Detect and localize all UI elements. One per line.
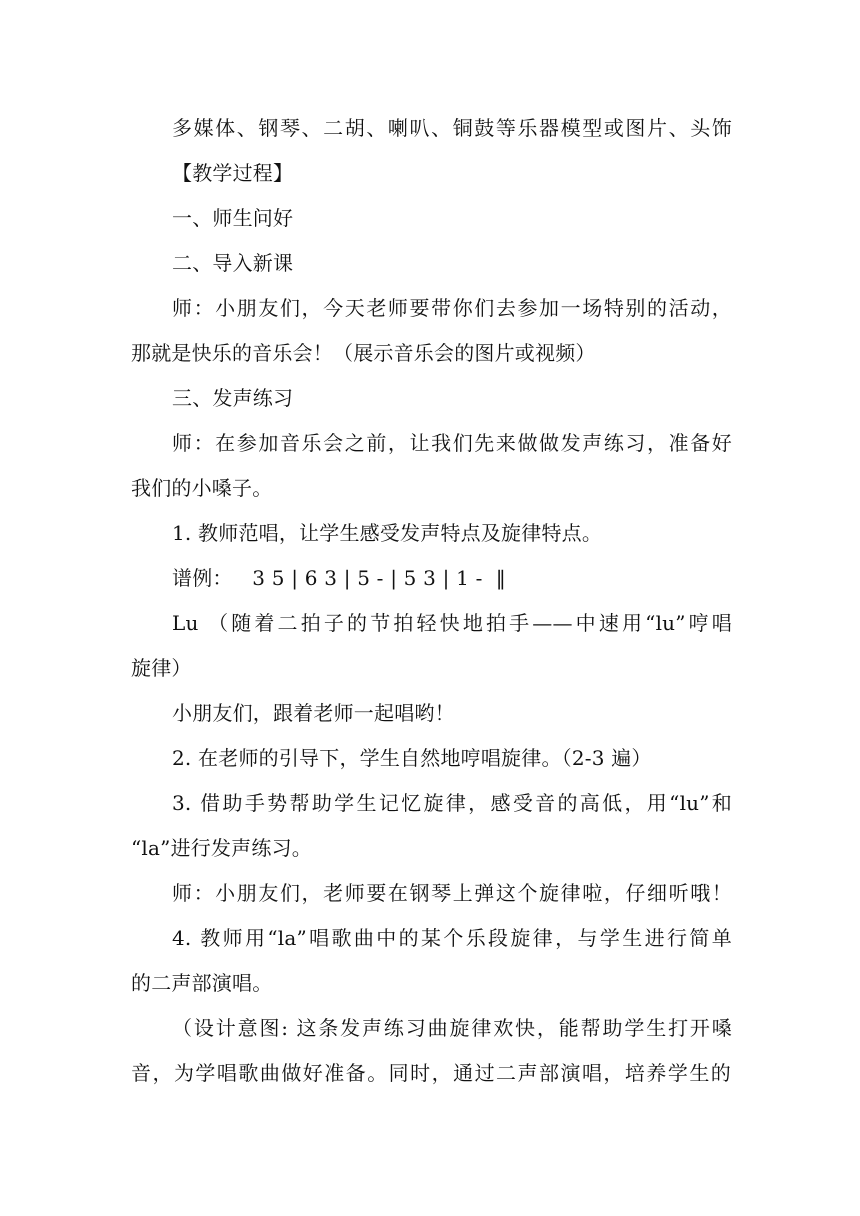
design-intent-line: 音，为学唱歌曲做好准备。同时，通过二声部演唱，培养学生的 <box>131 1061 731 1085</box>
paragraph-line: 旋律） <box>131 656 192 680</box>
list-item: 3. 借助手势帮助学生记忆旋律，感受音的高低，用“lu”和 <box>172 791 732 815</box>
paragraph-line: 那就是快乐的音乐会！（展示音乐会的图片或视频） <box>131 341 596 365</box>
paragraph-line: 师：在参加音乐会之前，让我们先来做做发声练习，准备好 <box>172 431 732 455</box>
paragraph-line: 我们的小嗓子。 <box>131 476 273 500</box>
paragraph-line: 小朋友们，跟着老师一起唱哟！ <box>172 701 455 725</box>
list-item: 2. 在老师的引导下，学生自然地哼唱旋律。（2-3 遍） <box>172 746 652 770</box>
section-heading-teaching-process: 【教学过程】 <box>172 161 294 185</box>
list-item: 4. 教师用“la”唱歌曲中的某个乐段旋律，与学生进行简单 <box>172 926 732 950</box>
paragraph-line: Lu （随着二拍子的节拍轻快地拍手——中速用“lu”哼唱 <box>172 611 732 635</box>
list-item: 1. 教师范唱，让学生感受发声特点及旋律特点。 <box>172 521 603 545</box>
paragraph-line: 师：小朋友们，老师要在钢琴上弹这个旋律啦，仔细听哦！ <box>172 881 732 905</box>
paragraph-line: 师：小朋友们，今天老师要带你们去参加一场特别的活动， <box>172 296 732 320</box>
step-heading-vocal-practice: 三、发声练习 <box>172 386 294 410</box>
materials-line: 多媒体、钢琴、二胡、喇叭、铜鼓等乐器模型或图片、头饰 <box>172 116 732 140</box>
design-intent-line: （设计意图: 这条发声练习曲旋律欢快，能帮助学生打开嗓 <box>172 1016 732 1040</box>
score-example: 谱例： 3 5 | 6 3 | 5 - | 5 3 | 1 - ‖ <box>172 566 506 590</box>
paragraph-line: 的二声部演唱。 <box>131 971 273 995</box>
step-heading-introduction: 二、导入新课 <box>172 251 294 275</box>
step-heading-greeting: 一、师生问好 <box>172 206 294 230</box>
paragraph-line: “la”进行发声练习。 <box>131 836 312 860</box>
